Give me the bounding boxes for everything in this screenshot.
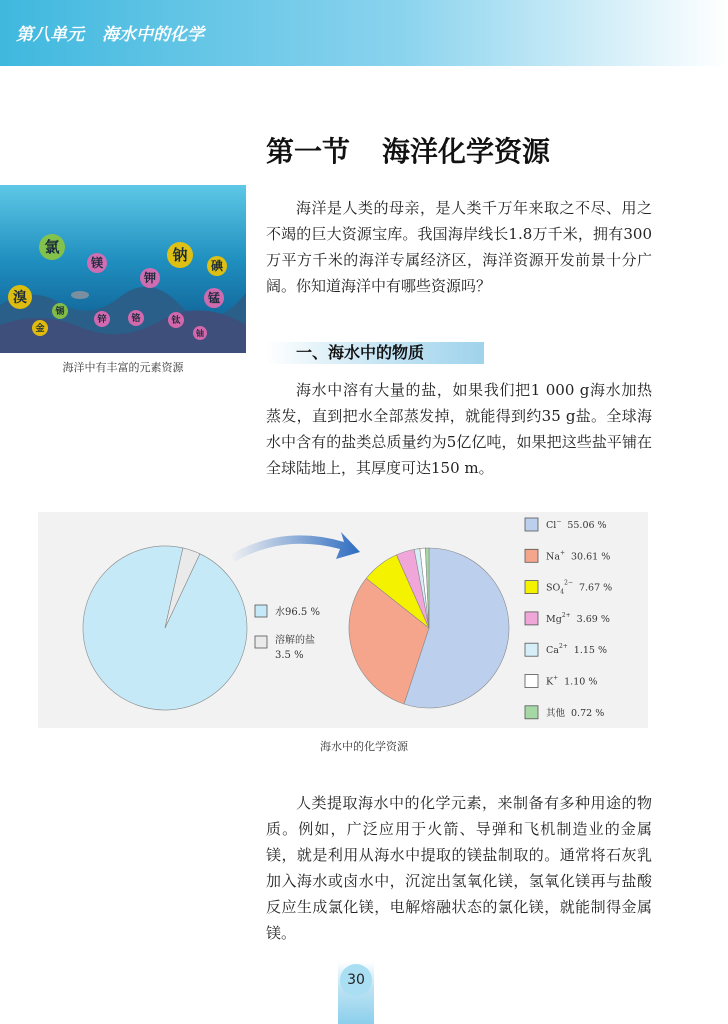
legend-label: 水96.5 % — [275, 607, 320, 618]
page-number: 30 — [340, 964, 372, 996]
photo-caption: 海洋中有丰富的元素资源 — [62, 361, 184, 374]
legend-label: K+ 1.10 % — [546, 674, 598, 688]
element-label: 镁 — [90, 256, 104, 270]
legend-swatch — [255, 636, 267, 648]
element-label: 锰 — [207, 291, 221, 305]
element-label: 铬 — [131, 314, 141, 325]
element-label: 锌 — [97, 315, 107, 326]
element-label: 金 — [35, 324, 45, 335]
seawater-composition-chart — [38, 512, 648, 728]
chart-caption: 海水中的化学资源 — [320, 740, 408, 753]
section-title — [266, 130, 550, 170]
section-name: 海洋化学资源 — [382, 135, 551, 168]
element-label: 锡 — [55, 307, 65, 318]
legend-label: Cl− 55.06 % — [546, 518, 607, 531]
legend-swatch — [525, 581, 538, 594]
intro-paragraph: 海洋是人类的母亲，是人类千万年来取之不尽、用之不竭的巨大资源宝库。我国海岸线长1.8万千米，拥有300万平方千米的海洋专属经济区，海洋资源开发前景十分广阔。你知道海洋中有哪些资源吗？ — [266, 199, 652, 295]
legend-swatch — [525, 643, 538, 656]
element-label: 溴 — [13, 289, 27, 306]
legend-label: $SO_4^{2-}$ 7.67 % — [546, 579, 613, 596]
ocean-scene — [0, 185, 246, 353]
element-label: 碘 — [210, 259, 224, 273]
header-text — [16, 20, 204, 45]
chart-panel — [38, 512, 648, 728]
unit-label: 第八单元 — [16, 25, 84, 45]
legend-swatch — [525, 549, 538, 562]
element-label: 钾 — [143, 271, 157, 285]
legend-label: 溶解的盐 — [275, 635, 315, 646]
legend-label: $Mg^{2+}$ 3.69 % — [546, 611, 610, 625]
legend-label: Na+ 30.61 % — [546, 549, 611, 563]
element-label: 氯 — [44, 238, 60, 257]
magnesium-paragraph: 人类提取海水中的化学元素，来制备有多种用途的物质。例如，广泛应用于火箭、导弹和飞机制造业的金属镁，就是利用从海水中提取的镁盐制取的。通常将石灰乳加入海水或卤水中，沉淀出氢氧化镁，氢氧化镁再与盐酸反应生成氯化镁，电解熔融状态的氯化镁，就能制得金属镁。 — [266, 794, 652, 942]
page-number-tab — [338, 962, 374, 1024]
legend-label: 3.5 % — [275, 650, 304, 661]
unit-header-banner — [0, 0, 728, 66]
legend-swatch — [525, 518, 538, 531]
salt-paragraph: 海水中溶有大量的盐，如果我们把1 000 g海水加热蒸发，直到把水全部蒸发掉，就能得到约35 g盐。全球海水中含有的盐类总质量约为5亿亿吨，如果把这些盐平铺在全球陆地上，其厚度可达150 m。 — [266, 381, 652, 477]
element-label: 钠 — [172, 246, 188, 265]
element-label: 铀 — [196, 327, 204, 338]
subsection-heading: 一、海水中的物质 — [296, 343, 425, 362]
legend-swatch — [525, 612, 538, 625]
legend-swatch — [525, 706, 538, 719]
legend-label: 其他 0.72 % — [546, 707, 605, 719]
legend-label: $Ca^{2+}$ 1.15 % — [546, 643, 607, 657]
element-label: 钛 — [171, 316, 181, 327]
unit-topic: 海水中的化学 — [102, 25, 204, 45]
legend-swatch — [255, 605, 267, 617]
subsection-heading-bar — [266, 342, 484, 364]
section-number: 第一节 — [266, 135, 351, 168]
ocean-elements-photo — [0, 185, 246, 353]
legend-swatch — [525, 675, 538, 688]
flow-arrow — [230, 532, 360, 562]
